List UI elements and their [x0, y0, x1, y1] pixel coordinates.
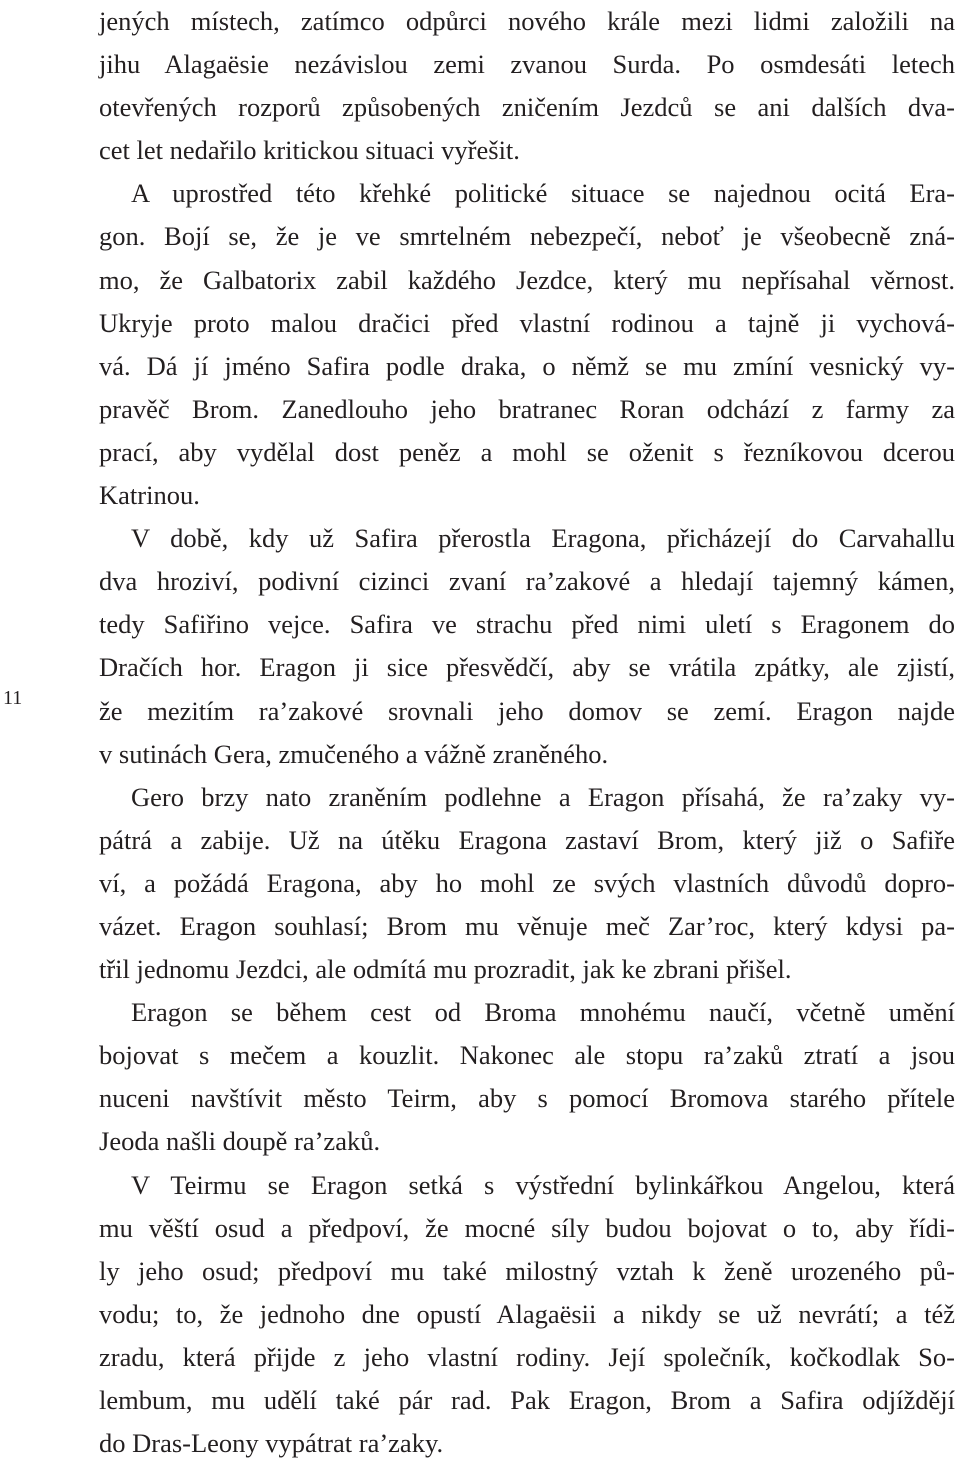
- text-line: mu věští osud a předpoví, že mocné síly budou bojovat o to, aby řídi-: [99, 1212, 955, 1243]
- text-line: bojovat s mečem a kouzlit. Nakonec ale stopu ra’zaků ztratí a jsou: [99, 1040, 955, 1071]
- text-line: Jeoda našli doupě ra’zaků.: [99, 1126, 381, 1157]
- text-line: ví, a požádá Eragona, aby ho mohl ze svých vlastních důvodů dopro-: [99, 867, 955, 898]
- text-line: Dračích hor. Eragon ji sice přesvědčí, aby se vrátila zpátky, ale zjistí,: [99, 652, 955, 683]
- text-line: vázet. Eragon souhlasí; Brom mu věnuje meč Zar’roc, který kdysi pa-: [99, 910, 955, 941]
- text-line: A uprostřed této křehké politické situace se najednou ocitá Era-: [131, 178, 955, 209]
- paragraph: [99, 0, 955, 172]
- text-line: gon. Bojí se, že je ve smrtelném nebezpečí, neboť je všeobecně zná-: [99, 221, 955, 252]
- text-line: cet let nedařilo kritickou situaci vyřešit.: [99, 135, 520, 166]
- text-line: Katrinou.: [99, 480, 200, 511]
- text-line: prací, aby vydělal dost peněz a mohl se oženit s řezníkovou dcerou: [99, 436, 955, 467]
- text-line: pravěč Brom. Zanedlouho jeho bratranec Roran odchází z farmy za: [99, 393, 955, 424]
- paragraph: [99, 776, 955, 991]
- text-line: ly jeho osud; předpoví mu také milostný vztah k ženě urozeného pů-: [99, 1255, 955, 1286]
- text-line: že mezitím ra’zakové srovnali jeho domov se zemí. Eragon najde: [99, 695, 955, 726]
- text-line: V době, kdy už Safira přerostla Eragona, přicházejí do Carvahallu: [131, 523, 955, 554]
- text-line: Eragon se během cest od Broma mnohému naučí, včetně umění: [131, 997, 955, 1028]
- text-line: tedy Safiřino vejce. Safira ve strachu před nimi uletí s Eragonem do: [99, 609, 955, 640]
- text-line: pátrá a zabije. Už na útěku Eragona zastaví Brom, který již o Safiře: [99, 824, 955, 855]
- text-line: nuceni navštívit město Teirm, aby s pomocí Bromova starého přítele: [99, 1083, 955, 1114]
- paragraph: [99, 991, 955, 1163]
- text-line: do Dras-Leony vypátrat ra’zaky.: [99, 1428, 444, 1459]
- text-line: jihu Alagaësie nezávislou zemi zvanou Surda. Po osmdesáti letech: [99, 49, 955, 80]
- text-line: Ukryje proto malou dračici před vlastní rodinou a tajně ji vychová-: [99, 307, 955, 338]
- text-line: zradu, která přijde z jeho vlastní rodiny. Její společník, kočkodlak So-: [99, 1341, 955, 1372]
- text-line: lembum, mu udělí také pár rad. Pak Eragon, Brom a Safira odjíždějí: [99, 1385, 955, 1415]
- body-text: [99, 0, 955, 1465]
- text-line: vodu; to, že jednoho dne opustí Alagaësii a nikdy se už nevrátí; a též: [99, 1298, 955, 1329]
- paragraph: [99, 517, 955, 776]
- paragraph: [99, 172, 955, 517]
- text-line: třil jednomu Jezdci, ale odmítá mu prozradit, jak ke zbrani přišel.: [99, 954, 792, 985]
- text-line: dva hroziví, podivní cizinci zvaní ra’zakové a hledají tajemný kámen,: [99, 566, 955, 597]
- paragraph: [99, 1164, 955, 1465]
- page-number: 11: [3, 687, 23, 709]
- text-line: vá. Dá jí jméno Safira podle draka, o němž se mu zmíní vesnický vy-: [99, 350, 955, 381]
- text-line: jených místech, zatímco odpůrci nového krále mezi lidmi založili na: [99, 6, 955, 36]
- text-line: Gero brzy nato zraněním podlehne a Eragon přísahá, že ra’zaky vy-: [131, 781, 955, 812]
- text-line: mo, že Galbatorix zabil každého Jezdce, který mu nepřísahal věrnost.: [99, 264, 955, 295]
- text-line: V Teirmu se Eragon setká s výstřední bylinkářkou Angelou, která: [131, 1169, 955, 1200]
- text-line: otevřených rozporů způsobených zničením Jezdců se ani dalších dva-: [99, 92, 955, 123]
- text-line: v sutinách Gera, zmučeného a vážně zraněného.: [99, 738, 609, 769]
